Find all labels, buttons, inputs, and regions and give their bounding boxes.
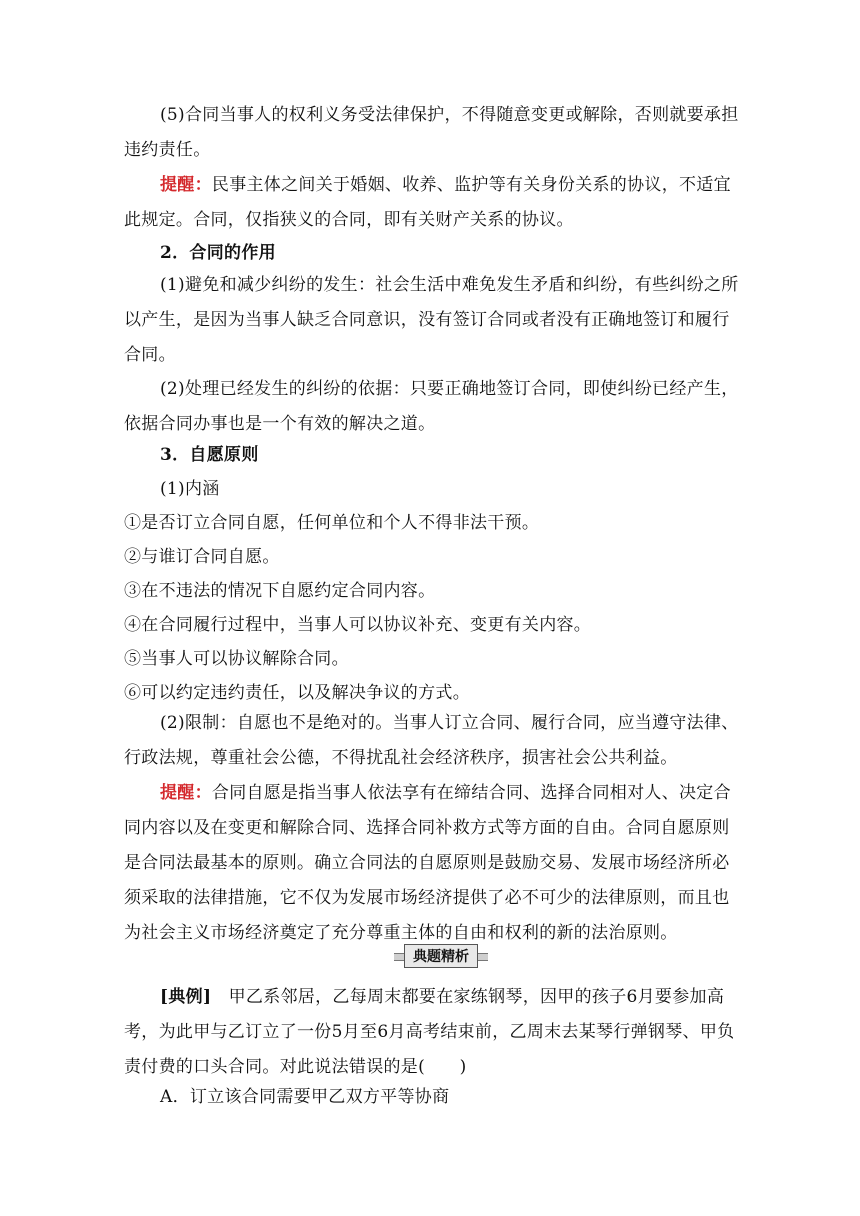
list-item: ⑤当事人可以协议解除合同。 — [124, 649, 349, 669]
example-tag: [典例] — [160, 987, 212, 1007]
reminder-note-2 — [124, 776, 740, 951]
reminder-text: 合同自愿是指当事人依法享有在缔结合同、选择合同相对人、决定合同内容以及在变更和解除合同、选择合同补救方式等方面的自由。合同自愿原则是合同法最基本的原则。确立合同法的自愿原则是鼓励交易、发展市场经济所必须采取的法律措施，它不仅为发展市场经济提供了必不可少的法律原则，而且也为社会主义市场经济奠定了充分尊重主体的自由和权利的新的法治原则。 — [124, 783, 731, 943]
example-question — [124, 980, 740, 1085]
reminder-note-1 — [124, 168, 740, 238]
list-item: ①是否订立合同自愿，任何单位和个人不得非法干预。 — [124, 513, 540, 533]
list-item: ④在合同履行过程中，当事人可以协议补充、变更有关内容。 — [124, 615, 592, 635]
subheading-connotation: (1)内涵 — [160, 479, 220, 499]
paragraph-5: (5)合同当事人的权利义务受法律保护，不得随意变更或解除，否则就要承担违约责任。 — [124, 105, 739, 160]
paragraph-role-2: (2)处理已经发生的纠纷的依据：只要正确地签订合同，即使纠纷已经产生，依据合同办事也是一个有效的解决之道。 — [124, 379, 739, 434]
banner-label: 典题精析 — [404, 944, 478, 968]
list-item: ⑥可以约定违约责任，以及解决争议的方式。 — [124, 683, 470, 703]
paragraph-limitation: (2)限制：自愿也不是绝对的。当事人订立合同、履行合同，应当遵守法律、行政法规，尊重社会公德，不得扰乱社会经济秩序，损害社会公共利益。 — [124, 713, 739, 768]
paragraph-role-1: (1)避免和减少纠纷的发生：社会生活中难免发生矛盾和纠纷，有些纠纷之所以产生，是因为当事人缺乏合同意识，没有签订合同或者没有正确地签订和履行合同。 — [124, 275, 739, 365]
list-item: ③在不违法的情况下自愿约定合同内容。 — [124, 581, 436, 601]
list-item: ②与谁订合同自愿。 — [124, 547, 280, 567]
heading-contract-role: 2．合同的作用 — [160, 243, 276, 263]
reminder-label: 提醒： — [160, 783, 212, 803]
section-banner — [400, 945, 482, 967]
heading-voluntary-principle: 3．自愿原则 — [160, 445, 259, 465]
reminder-text: 民事主体之间关于婚姻、收养、监护等有关身份关系的协议，不适宜此规定。合同，仅指狭义的合同，即有关财产关系的协议。 — [124, 175, 731, 230]
reminder-label: 提醒： — [160, 175, 212, 195]
example-text: 甲乙系邻居，乙每周末都要在家练钢琴，因甲的孩子6月要参加高考，为此甲与乙订立了一份5月至6月高考结束前，乙周末去某琴行弹钢琴、甲负责付费的口头合同。对此说法错误的是( ) — [124, 987, 735, 1077]
option-a: A．订立该合同需要甲乙双方平等协商 — [160, 1087, 450, 1107]
